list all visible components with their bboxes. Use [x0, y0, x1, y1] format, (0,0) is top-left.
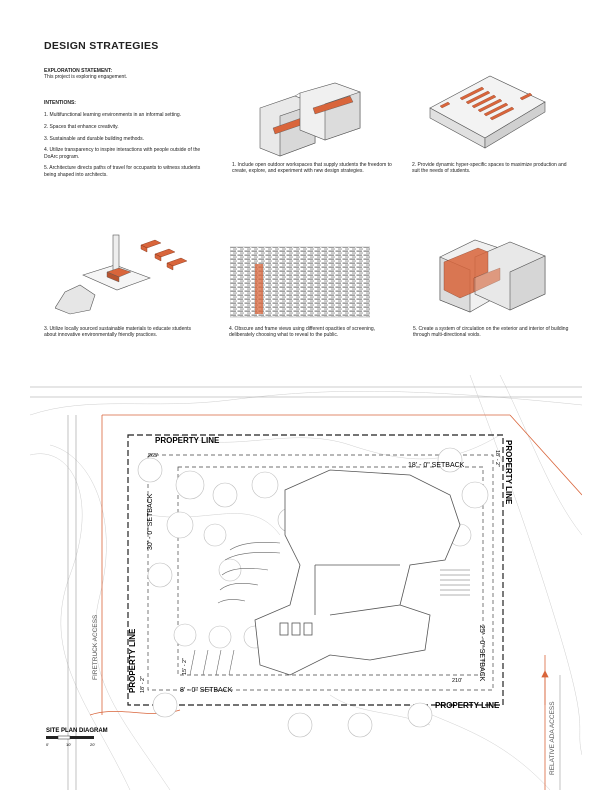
- site-plan-title: SITE PLAN DIAGRAM: [46, 728, 108, 734]
- firetruck-access-label: FIRETRUCK ACCESS: [92, 614, 99, 680]
- setback-left-label: 30' - 0" SETBACK: [147, 493, 154, 550]
- property-line-right: PROPERTY LINE: [504, 440, 513, 505]
- scale-label: 10': [66, 742, 72, 747]
- site-plan-diagram: [30, 375, 582, 790]
- scale-label: 0': [46, 742, 49, 747]
- intention-item: 1. Multifunctional learning environments in an informal setting.: [44, 112, 182, 118]
- page-title: DESIGN STRATEGIES: [44, 40, 159, 52]
- diagram-screening: [230, 242, 370, 322]
- intentions-label: INTENTIONS:: [44, 100, 76, 106]
- exploration-label: EXPLORATION STATEMENT:: [44, 68, 113, 74]
- elev-top-left: 265': [148, 453, 159, 459]
- strategy-caption-3: 3. Utilize locally sourced sustainable materials to educate students about innovative environmentally friendly practices.: [44, 326, 192, 339]
- strategy-caption-2: 2. Provide dynamic hyper-specific spaces to maximize production and suit the needs of students.: [412, 162, 567, 175]
- ada-access-label: RELATIVE ADA ACCESS: [549, 701, 556, 775]
- scale-bar: [46, 736, 94, 739]
- strategy-caption-4: 4. Obscure and frame views using different opacities of screening, deliberately choosing what to reveal to the public.: [229, 326, 376, 339]
- intention-item: 4. Utilize transparency to inspire interactions with people outside of the DoArc program.: [44, 147, 201, 160]
- setback-right-label: 25' - 0" SETBACK: [478, 625, 485, 682]
- scale-label: 20': [90, 742, 96, 747]
- dim-left-bottom: 18' - 2": [140, 675, 146, 693]
- diagram-circulation-voids: [430, 232, 550, 317]
- diagram-outdoor-workspaces: [255, 78, 370, 158]
- intention-item: 3. Sustainable and durable building methods.: [44, 135, 145, 142]
- strategy-caption-1: 1. Include open outdoor workspaces that supply students the freedom to create, explore, and experiment with new design strategies.: [232, 162, 392, 175]
- property-line-top: PROPERTY LINE: [155, 436, 220, 445]
- property-line-left: PROPERTY LINE: [128, 628, 137, 693]
- exploration-text: This project is exploring engagement.: [44, 74, 128, 80]
- elev-bottom-right: 210': [452, 678, 463, 684]
- setback-bottom-label: 8' - 0" SETBACK: [180, 687, 233, 694]
- intention-item: 5. Architecture directs paths of travel for occupants to witness students being shaped into architects.: [44, 165, 201, 178]
- intentions-list: [44, 112, 209, 184]
- dim-inner-left: 15' - 2": [182, 657, 188, 675]
- intention-item: 2. Spaces that enhance creativity.: [44, 123, 119, 130]
- strategy-caption-5: 5. Create a system of circulation on the exterior and interior of building through multi-directional voids.: [413, 326, 569, 339]
- property-line-bottom: PROPERTY LINE: [435, 701, 500, 710]
- diagram-classroom-spaces: [420, 68, 550, 152]
- setback-top-label: 18' - 0" SETBACK: [408, 462, 465, 469]
- ada-arrow-icon: [542, 671, 548, 705]
- dim-right-top: 18' - 2": [494, 450, 500, 468]
- diagram-sustainable-materials: [55, 230, 190, 315]
